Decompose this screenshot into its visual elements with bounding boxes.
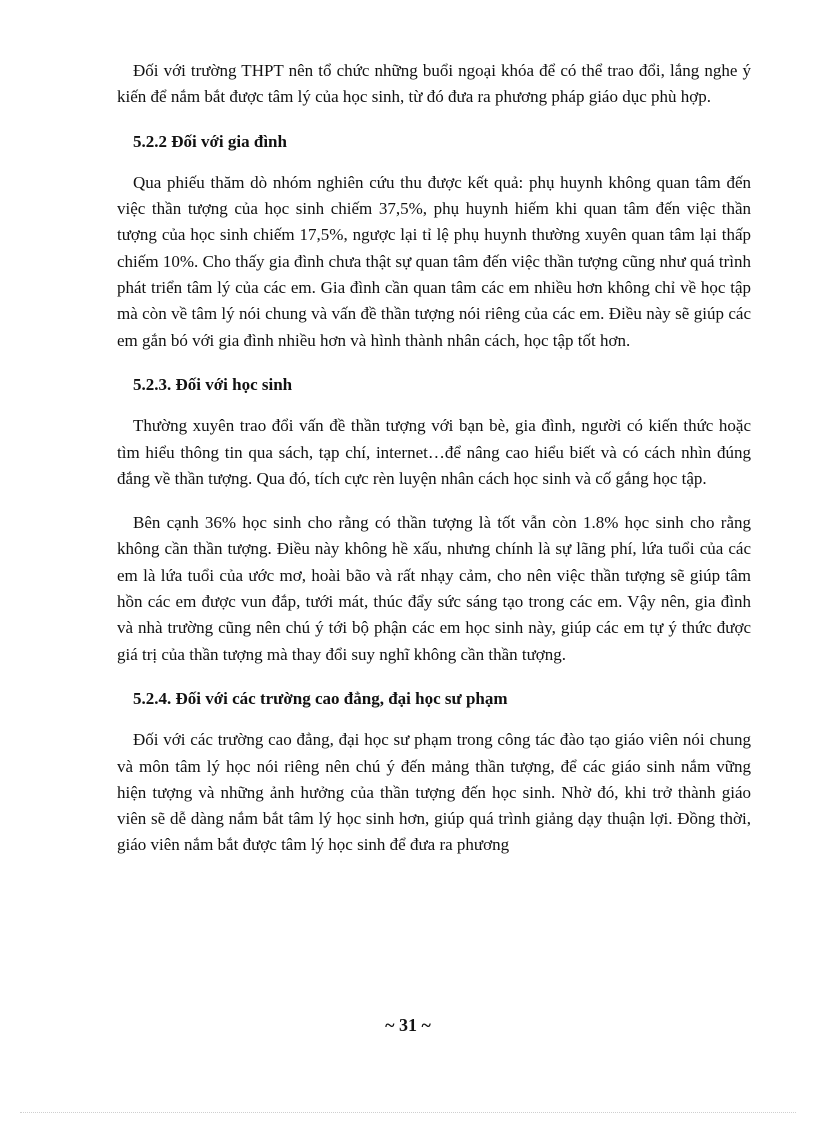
page-body bbox=[117, 58, 751, 859]
colleges-paragraph: Đối với các trường cao đẳng, đại học sư phạm trong công tác đào tạo giáo viên nói chung và môn tâm lý học nói riêng nên chú ý đến mảng thần tượng, để các giáo sinh nắm vững hiện tượng và những ảnh hưởng của thần tượng đến học sinh. Nhờ đó, khi trở thành giáo viên sẽ dễ dàng nắm bắt tâm lý học sinh hơn, giúp quá trình giảng dạy thuận lợi. Đồng thời, giáo viên nắm bắt được tâm lý học sinh để đưa ra phương bbox=[117, 730, 751, 855]
heading-colleges: 5.2.4. Đối với các trường cao đẳng, đại học sư phạm bbox=[133, 688, 508, 708]
page-number: ~ 31 ~ bbox=[385, 1015, 431, 1035]
students-paragraph-2: Bên cạnh 36% học sinh cho rằng có thần tượng là tốt vẫn còn 1.8% học sinh cho rằng không cần thần tượng. Điều này không hề xấu, nhưng chính là sự lãng phí, lứa tuổi của các em là lứa tuổi của ước mơ, hoài bão và rất nhạy cảm, cho nên việc thần tượng sẽ giúp tâm hồn các em được vun đắp, tưới mát, thúc đẩy sức sáng tạo trong các em. Vậy nên, gia đình và nhà trường cũng nên chú ý tới bộ phận các em học sinh này, giúp các em tự ý thức được giá trị của thần tượng mà thay đổi suy nghĩ không cần thần tượng. bbox=[117, 513, 751, 664]
bottom-divider bbox=[20, 1112, 796, 1113]
family-paragraph: Qua phiếu thăm dò nhóm nghiên cứu thu được kết quả: phụ huynh không quan tâm đến việc thần tượng của học sinh chiếm 37,5%, phụ huynh hiếm khi quan tâm đến việc thần tượng của học sinh chiếm 17,5%, ngược lại tỉ lệ phụ huynh thường xuyên quan tâm lại thấp chiếm 10%. Cho thấy gia đình chưa thật sự quan tâm đến việc thần tượng cũng như quá trình phát triển tâm lý của các em. Gia đình cần quan tâm các em nhiều hơn không chỉ về học tập mà còn về tâm lý nói chung và vấn đề thần tượng nói riêng của các em. Điều này sẽ giúp các em gắn bó với gia đình nhiều hơn và hình thành nhân cách, học tập tốt hơn. bbox=[117, 172, 751, 350]
intro-paragraph: Đối với trường THPT nên tổ chức những buổi ngoại khóa để có thể trao đổi, lắng nghe ý kiến để nắm bắt được tâm lý của học sinh, từ đó đưa ra phương pháp giáo dục phù hợp. bbox=[117, 61, 751, 107]
students-paragraph-1: Thường xuyên trao đổi vấn đề thần tượng với bạn bè, gia đình, người có kiến thức hoặc tìm hiểu thông tin qua sách, tạp chí, internet…để nâng cao hiểu biết và có cách nhìn đúng đắng về thần tượng. Qua đó, tích cực rèn luyện nhân cách học sinh và cố gắng học tập. bbox=[117, 416, 751, 488]
heading-students: 5.2.3. Đối với học sinh bbox=[133, 374, 293, 394]
heading-family: 5.2.2 Đối với gia đình bbox=[133, 131, 287, 151]
